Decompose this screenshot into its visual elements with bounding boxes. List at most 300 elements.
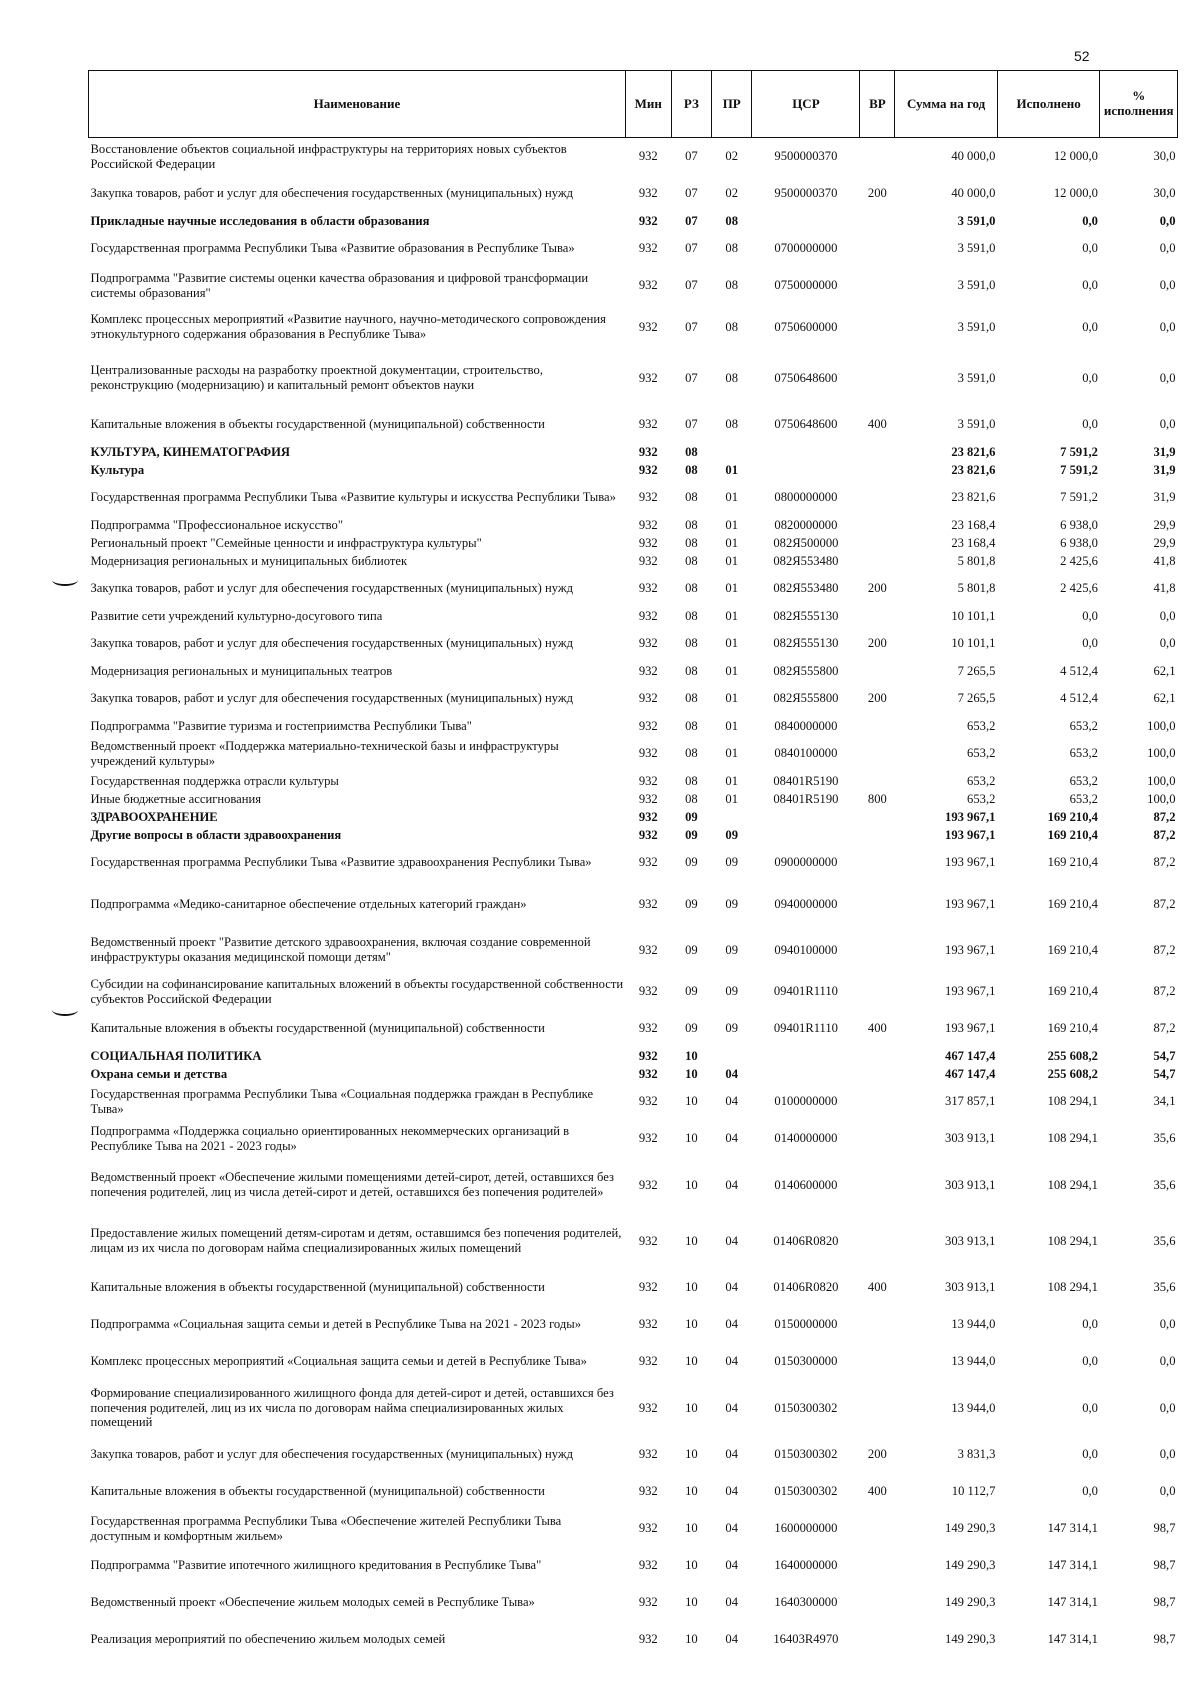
row-done: 147 314,1 <box>1047 1595 1098 1610</box>
row-sum: 193 967,1 <box>945 827 996 842</box>
row-rz: 08 <box>685 517 698 532</box>
row-pr: 04 <box>725 1447 739 1462</box>
row-done: 4 512,4 <box>1060 663 1098 678</box>
row-csr: 082Я553480 <box>773 553 839 568</box>
row-min: 932 <box>638 186 658 201</box>
row-vr <box>860 230 895 267</box>
row-csr: 09401R1110 <box>773 1021 838 1036</box>
row-done: 108 294,1 <box>1047 1131 1098 1146</box>
row-csr: 082Я555130 <box>773 608 839 623</box>
row-name: Государственная программа Республики Тыва «Развитие культуры и искусства Республики Тыва» <box>90 490 616 505</box>
row-min: 932 <box>638 444 658 459</box>
row-csr: 0820000000 <box>774 517 838 532</box>
row-name: Подпрограмма «Социальная защита семьи и детей в Республике Тыва на 2021 - 2023 годы» <box>90 1317 582 1332</box>
row-pr: 04 <box>725 1177 739 1192</box>
budget-table <box>88 70 1178 1658</box>
row-name: Ведомственный проект «Обеспечение жильем молодых семей в Республике Тыва» <box>90 1595 535 1610</box>
row-vr <box>860 443 895 461</box>
row-pct: 0,0 <box>1159 1400 1176 1415</box>
row-pr: 09 <box>725 896 739 911</box>
row-pr: 01 <box>725 663 739 678</box>
row-csr: 1640300000 <box>774 1595 838 1610</box>
row-pct: 100,0 <box>1147 746 1176 761</box>
row-min: 932 <box>638 319 658 334</box>
row-rz: 10 <box>685 1632 698 1647</box>
row-name: Другие вопросы в области здравоохранения <box>90 827 342 842</box>
row-done: 4 512,4 <box>1060 691 1098 706</box>
col-name-header: Наименование <box>89 71 626 138</box>
row-done: 7 591,2 <box>1060 462 1098 477</box>
row-min: 932 <box>638 663 658 678</box>
table-row <box>89 138 1178 176</box>
row-min: 932 <box>638 718 658 733</box>
row-sum: 3 591,0 <box>957 370 996 385</box>
row-csr: 0150300302 <box>774 1400 838 1415</box>
table-row <box>89 927 1178 973</box>
row-csr: 0840000000 <box>774 718 838 733</box>
table-row <box>89 625 1178 662</box>
row-done: 6 938,0 <box>1060 535 1098 550</box>
row-rz: 09 <box>685 896 698 911</box>
row-csr: 9500000370 <box>774 149 838 164</box>
row-pr: 09 <box>725 827 739 842</box>
row-sum: 7 265,5 <box>957 663 996 678</box>
row-min: 932 <box>638 149 658 164</box>
row-done: 0,0 <box>1082 213 1098 228</box>
row-pct: 30,0 <box>1153 149 1176 164</box>
row-rz: 10 <box>685 1317 698 1332</box>
row-pct: 41,8 <box>1153 553 1176 568</box>
table-row <box>89 516 1178 534</box>
table-row <box>89 607 1178 625</box>
row-sum: 653,2 <box>967 773 996 788</box>
row-min: 932 <box>638 942 658 957</box>
row-done: 0,0 <box>1082 241 1098 256</box>
row-done: 255 608,2 <box>1047 1066 1098 1081</box>
table-row <box>89 1083 1178 1120</box>
row-vr: 400 <box>867 417 887 432</box>
row-pr: 02 <box>725 149 739 164</box>
row-sum: 23 821,6 <box>951 490 996 505</box>
row-vr: 800 <box>867 791 887 806</box>
row-pr: 04 <box>725 1521 739 1536</box>
row-sum: 3 591,0 <box>957 213 996 228</box>
row-done: 0,0 <box>1082 1400 1098 1415</box>
row-min: 932 <box>638 1595 658 1610</box>
row-pr: 04 <box>725 1632 739 1647</box>
table-row <box>89 570 1178 607</box>
row-rz: 07 <box>685 213 698 228</box>
table-row <box>89 1584 1178 1621</box>
row-pct: 35,6 <box>1153 1131 1176 1146</box>
row-vr <box>860 212 895 230</box>
row-sum: 23 168,4 <box>951 535 996 550</box>
row-pr: 01 <box>725 553 739 568</box>
row-pct: 0,0 <box>1159 1484 1176 1499</box>
row-min: 932 <box>638 213 658 228</box>
row-csr: 01406R0820 <box>773 1280 839 1295</box>
row-pct: 98,7 <box>1153 1521 1176 1536</box>
row-pct: 0,0 <box>1159 278 1176 293</box>
row-csr <box>752 461 860 479</box>
row-rz: 07 <box>685 417 698 432</box>
row-csr: 09401R1110 <box>773 984 838 999</box>
row-rz: 08 <box>685 444 698 459</box>
row-vr: 200 <box>867 1447 887 1462</box>
row-sum: 3 591,0 <box>957 417 996 432</box>
row-pct: 41,8 <box>1153 581 1176 596</box>
row-pr: 08 <box>725 241 739 256</box>
row-rz: 08 <box>685 636 698 651</box>
table-row <box>89 212 1178 230</box>
row-csr <box>752 826 860 844</box>
row-name: Ведомственный проект «Поддержка материально-технической базы и инфраструктуры учреждений культуры» <box>90 738 559 768</box>
row-csr: 0840100000 <box>774 746 838 761</box>
col-csr-header: ЦСР <box>752 71 860 138</box>
row-done: 12 000,0 <box>1053 186 1098 201</box>
row-rz: 08 <box>685 553 698 568</box>
row-rz: 10 <box>685 1233 698 1248</box>
row-sum: 13 944,0 <box>951 1400 996 1415</box>
row-pr: 08 <box>725 213 739 228</box>
row-sum: 193 967,1 <box>945 942 996 957</box>
row-min: 932 <box>638 462 658 477</box>
row-name: Подпрограмма «Медико-санитарное обеспечение отдельных категорий граждан» <box>90 896 527 911</box>
row-sum: 303 913,1 <box>945 1280 996 1295</box>
table-row <box>89 735 1178 772</box>
row-pr: 01 <box>725 462 739 477</box>
row-pct: 31,9 <box>1153 444 1176 459</box>
row-vr <box>860 1510 895 1547</box>
row-pr <box>712 1047 752 1065</box>
row-sum: 3 591,0 <box>957 319 996 334</box>
row-sum: 40 000,0 <box>951 186 996 201</box>
row-pr: 01 <box>725 581 739 596</box>
row-pct: 0,0 <box>1159 241 1176 256</box>
row-csr: 1640000000 <box>774 1558 838 1573</box>
row-pct: 100,0 <box>1147 718 1176 733</box>
handwritten-mark <box>52 1004 78 1016</box>
row-sum: 193 967,1 <box>945 1021 996 1036</box>
row-vr <box>860 516 895 534</box>
row-sum: 303 913,1 <box>945 1131 996 1146</box>
row-sum: 10 101,1 <box>951 608 996 623</box>
row-name: Модернизация региональных и муниципальных библиотек <box>90 553 408 568</box>
row-name: Комплекс процессных мероприятий «Социальная защита семьи и детей в Республике Тыва» <box>90 1354 587 1369</box>
row-min: 932 <box>638 1048 658 1063</box>
row-pct: 87,2 <box>1153 1021 1176 1036</box>
row-sum: 303 913,1 <box>945 1177 996 1192</box>
row-csr: 08401R5190 <box>773 791 839 806</box>
row-pct: 87,2 <box>1153 855 1176 870</box>
row-vr <box>860 1621 895 1658</box>
row-csr <box>752 1065 860 1083</box>
row-sum: 13 944,0 <box>951 1354 996 1369</box>
row-name: Реализация мероприятий по обеспечению жильем молодых семей <box>90 1632 446 1647</box>
row-min: 932 <box>638 791 658 806</box>
row-vr <box>860 1584 895 1621</box>
row-min: 932 <box>638 1317 658 1332</box>
row-name: Подпрограмма «Поддержка социально ориентированных некоммерческих организаций в Республике Тыва на 2021 - 2023 годы» <box>90 1123 570 1153</box>
row-name: Восстановление объектов социальной инфраструктуры на территориях новых субъектов Российской Федерации <box>90 141 567 171</box>
row-name: Закупка товаров, работ и услуг для обеспечения государственных (муниципальных) нужд <box>90 636 573 651</box>
row-sum: 5 801,8 <box>957 553 996 568</box>
row-name: Субсидии на софинансирование капитальных вложений в объекты государственной собственности субъектов Российской Федерации <box>90 976 624 1006</box>
row-vr <box>860 881 895 927</box>
row-sum: 303 913,1 <box>945 1233 996 1248</box>
row-vr <box>860 927 895 973</box>
row-csr: 0940000000 <box>774 896 838 911</box>
row-vr: 200 <box>867 636 887 651</box>
row-done: 0,0 <box>1082 1354 1098 1369</box>
row-pct: 54,7 <box>1153 1066 1176 1081</box>
row-min: 932 <box>638 636 658 651</box>
row-pct: 35,6 <box>1153 1177 1176 1192</box>
row-pr: 08 <box>725 370 739 385</box>
row-pct: 29,9 <box>1153 535 1176 550</box>
row-done: 147 314,1 <box>1047 1521 1098 1536</box>
row-vr: 400 <box>867 1484 887 1499</box>
row-name: Закупка товаров, работ и услуг для обеспечения государственных (муниципальных) нужд <box>90 581 573 596</box>
row-name: Государственная программа Республики Тыва «Развитие здравоохранения Республики Тыва» <box>90 855 592 870</box>
row-vr <box>860 1065 895 1083</box>
table-row <box>89 304 1178 350</box>
table-row <box>89 1065 1178 1083</box>
row-done: 7 591,2 <box>1060 490 1098 505</box>
row-min: 932 <box>638 1400 658 1415</box>
row-sum: 467 147,4 <box>945 1048 996 1063</box>
row-pr: 01 <box>725 535 739 550</box>
row-vr <box>860 973 895 1010</box>
row-vr <box>860 1213 895 1269</box>
row-vr <box>860 717 895 735</box>
row-vr <box>860 1157 895 1213</box>
row-done: 0,0 <box>1082 608 1098 623</box>
row-sum: 653,2 <box>967 718 996 733</box>
row-min: 932 <box>638 1521 658 1536</box>
row-rz: 08 <box>685 462 698 477</box>
row-done: 169 210,4 <box>1047 942 1098 957</box>
row-rz: 10 <box>685 1595 698 1610</box>
row-done: 2 425,6 <box>1060 553 1098 568</box>
row-pr: 01 <box>725 773 739 788</box>
table-row <box>89 1269 1178 1306</box>
row-pct: 0,0 <box>1159 636 1176 651</box>
row-name: Культура <box>90 462 145 477</box>
row-name: Развитие сети учреждений культурно-досугового типа <box>90 608 383 623</box>
row-done: 12 000,0 <box>1053 149 1098 164</box>
col-rz-header: РЗ <box>671 71 711 138</box>
row-vr <box>860 772 895 790</box>
row-vr <box>860 479 895 516</box>
table-row <box>89 1213 1178 1269</box>
row-done: 7 591,2 <box>1060 444 1098 459</box>
col-pr-header: ПР <box>712 71 752 138</box>
row-csr: 0750648600 <box>774 417 838 432</box>
row-name: СОЦИАЛЬНАЯ ПОЛИТИКА <box>90 1048 262 1063</box>
row-pr: 04 <box>725 1066 739 1081</box>
col-sum-header: Сумма на год <box>895 71 998 138</box>
row-name: Региональный проект "Семейные ценности и инфраструктура культуры" <box>90 535 482 550</box>
row-min: 932 <box>638 553 658 568</box>
row-csr: 082Я500000 <box>773 535 839 550</box>
row-pct: 87,2 <box>1153 942 1176 957</box>
table-row <box>89 826 1178 844</box>
row-csr: 0750000000 <box>774 278 838 293</box>
row-done: 169 210,4 <box>1047 896 1098 911</box>
table-row <box>89 461 1178 479</box>
row-csr: 0700000000 <box>774 241 838 256</box>
row-name: Государственная программа Республики Тыва «Социальная поддержка граждан в Республике Тыва» <box>90 1086 594 1116</box>
table-row <box>89 552 1178 570</box>
row-vr <box>860 350 895 406</box>
table-row <box>89 479 1178 516</box>
row-pr <box>712 808 752 826</box>
row-done: 0,0 <box>1082 636 1098 651</box>
row-min: 932 <box>638 691 658 706</box>
row-sum: 193 967,1 <box>945 855 996 870</box>
row-min: 932 <box>638 278 658 293</box>
row-vr <box>860 1547 895 1584</box>
row-done: 653,2 <box>1069 746 1098 761</box>
row-csr: 082Я555800 <box>773 663 839 678</box>
row-sum: 10 112,7 <box>951 1484 996 1499</box>
row-csr: 9500000370 <box>774 186 838 201</box>
row-min: 932 <box>638 490 658 505</box>
row-rz: 07 <box>685 186 698 201</box>
row-sum: 23 168,4 <box>951 517 996 532</box>
row-done: 169 210,4 <box>1047 855 1098 870</box>
row-min: 932 <box>638 581 658 596</box>
row-pr: 04 <box>725 1595 739 1610</box>
row-vr <box>860 304 895 350</box>
row-name: Капитальные вложения в объекты государственной (муниципальной) собственности <box>90 417 545 432</box>
row-name: КУЛЬТУРА, КИНЕМАТОГРАФИЯ <box>90 444 290 459</box>
row-sum: 3 591,0 <box>957 278 996 293</box>
row-csr: 0150300302 <box>774 1484 838 1499</box>
row-pct: 87,2 <box>1153 896 1176 911</box>
table-row <box>89 1380 1178 1436</box>
row-csr: 0150300302 <box>774 1447 838 1462</box>
col-done-header: Исполнено <box>997 71 1100 138</box>
row-pct: 31,9 <box>1153 462 1176 477</box>
row-rz: 09 <box>685 1021 698 1036</box>
row-done: 108 294,1 <box>1047 1233 1098 1248</box>
row-rz: 10 <box>685 1484 698 1499</box>
col-min-header: Мин <box>625 71 671 138</box>
row-name: Ведомственный проект «Обеспечение жилыми помещениями детей-сирот, детей, оставшихся без попечения родителей, лиц из числа детей-сирот и детей, оставшихся без попечения родителей» <box>90 1170 614 1199</box>
row-done: 0,0 <box>1082 278 1098 293</box>
row-done: 0,0 <box>1082 370 1098 385</box>
row-pr: 04 <box>725 1094 739 1109</box>
table-row <box>89 973 1178 1010</box>
row-min: 932 <box>638 1354 658 1369</box>
row-min: 932 <box>638 608 658 623</box>
row-min: 932 <box>638 1131 658 1146</box>
table-row <box>89 844 1178 881</box>
row-pr: 01 <box>725 636 739 651</box>
row-rz: 10 <box>685 1447 698 1462</box>
row-vr <box>860 1083 895 1120</box>
row-pr: 04 <box>725 1354 739 1369</box>
page-number: 52 <box>1074 48 1090 64</box>
row-min: 932 <box>638 809 658 824</box>
row-vr: 400 <box>867 1021 887 1036</box>
row-name: Государственная программа Республики Тыва «Развитие образования в Республике Тыва» <box>90 241 575 256</box>
table-row <box>89 717 1178 735</box>
row-pct: 0,0 <box>1159 1354 1176 1369</box>
row-vr <box>860 534 895 552</box>
table-row <box>89 772 1178 790</box>
row-sum: 149 290,3 <box>945 1632 996 1647</box>
table-row <box>89 1621 1178 1658</box>
row-name: Комплекс процессных мероприятий «Развитие научного, научно-методического сопровождения этнокультурного содержания образования в Республике Тыва» <box>90 312 606 341</box>
row-pr: 01 <box>725 517 739 532</box>
row-rz: 09 <box>685 827 698 842</box>
row-vr: 200 <box>867 691 887 706</box>
row-pr: 09 <box>725 855 739 870</box>
row-name: Государственная программа Республики Тыва «Обеспечение жителей Республики Тыва доступным и комфортным жильем» <box>90 1513 562 1543</box>
row-min: 932 <box>638 746 658 761</box>
row-pct: 98,7 <box>1153 1632 1176 1647</box>
row-sum: 23 821,6 <box>951 444 996 459</box>
row-pr: 02 <box>725 186 739 201</box>
row-pct: 98,7 <box>1153 1558 1176 1573</box>
row-csr: 082Я553480 <box>773 581 839 596</box>
row-pct: 0,0 <box>1159 319 1176 334</box>
row-pr: 01 <box>725 718 739 733</box>
row-rz: 10 <box>685 1131 698 1146</box>
table-row <box>89 443 1178 461</box>
row-sum: 13 944,0 <box>951 1317 996 1332</box>
row-rz: 07 <box>685 278 698 293</box>
table-row <box>89 534 1178 552</box>
row-rz: 07 <box>685 149 698 164</box>
row-rz: 08 <box>685 663 698 678</box>
row-rz: 07 <box>685 241 698 256</box>
row-pr: 04 <box>725 1233 739 1248</box>
row-done: 169 210,4 <box>1047 1021 1098 1036</box>
row-name: Капитальные вложения в объекты государственной (муниципальной) собственности <box>90 1484 545 1499</box>
row-name: Подпрограмма "Профессиональное искусство" <box>90 517 343 532</box>
row-vr <box>860 662 895 680</box>
row-min: 932 <box>638 1632 658 1647</box>
row-rz: 10 <box>685 1066 698 1081</box>
row-pct: 87,2 <box>1153 827 1176 842</box>
row-vr <box>860 607 895 625</box>
row-vr: 400 <box>867 1280 887 1295</box>
row-done: 169 210,4 <box>1047 827 1098 842</box>
row-rz: 09 <box>685 809 698 824</box>
table-row <box>89 267 1178 304</box>
row-done: 6 938,0 <box>1060 517 1098 532</box>
row-pr: 08 <box>725 278 739 293</box>
row-pct: 29,9 <box>1153 517 1176 532</box>
row-pct: 35,6 <box>1153 1280 1176 1295</box>
row-csr: 082Я555800 <box>773 691 839 706</box>
row-min: 932 <box>638 241 658 256</box>
row-sum: 5 801,8 <box>957 581 996 596</box>
row-pr: 01 <box>725 608 739 623</box>
row-min: 932 <box>638 1484 658 1499</box>
row-pr: 04 <box>725 1558 739 1573</box>
row-rz: 10 <box>685 1048 698 1063</box>
row-sum: 193 967,1 <box>945 809 996 824</box>
row-pct: 0,0 <box>1159 1447 1176 1462</box>
row-name: Модернизация региональных и муниципальных театров <box>90 663 393 678</box>
row-min: 932 <box>638 417 658 432</box>
row-vr <box>860 808 895 826</box>
